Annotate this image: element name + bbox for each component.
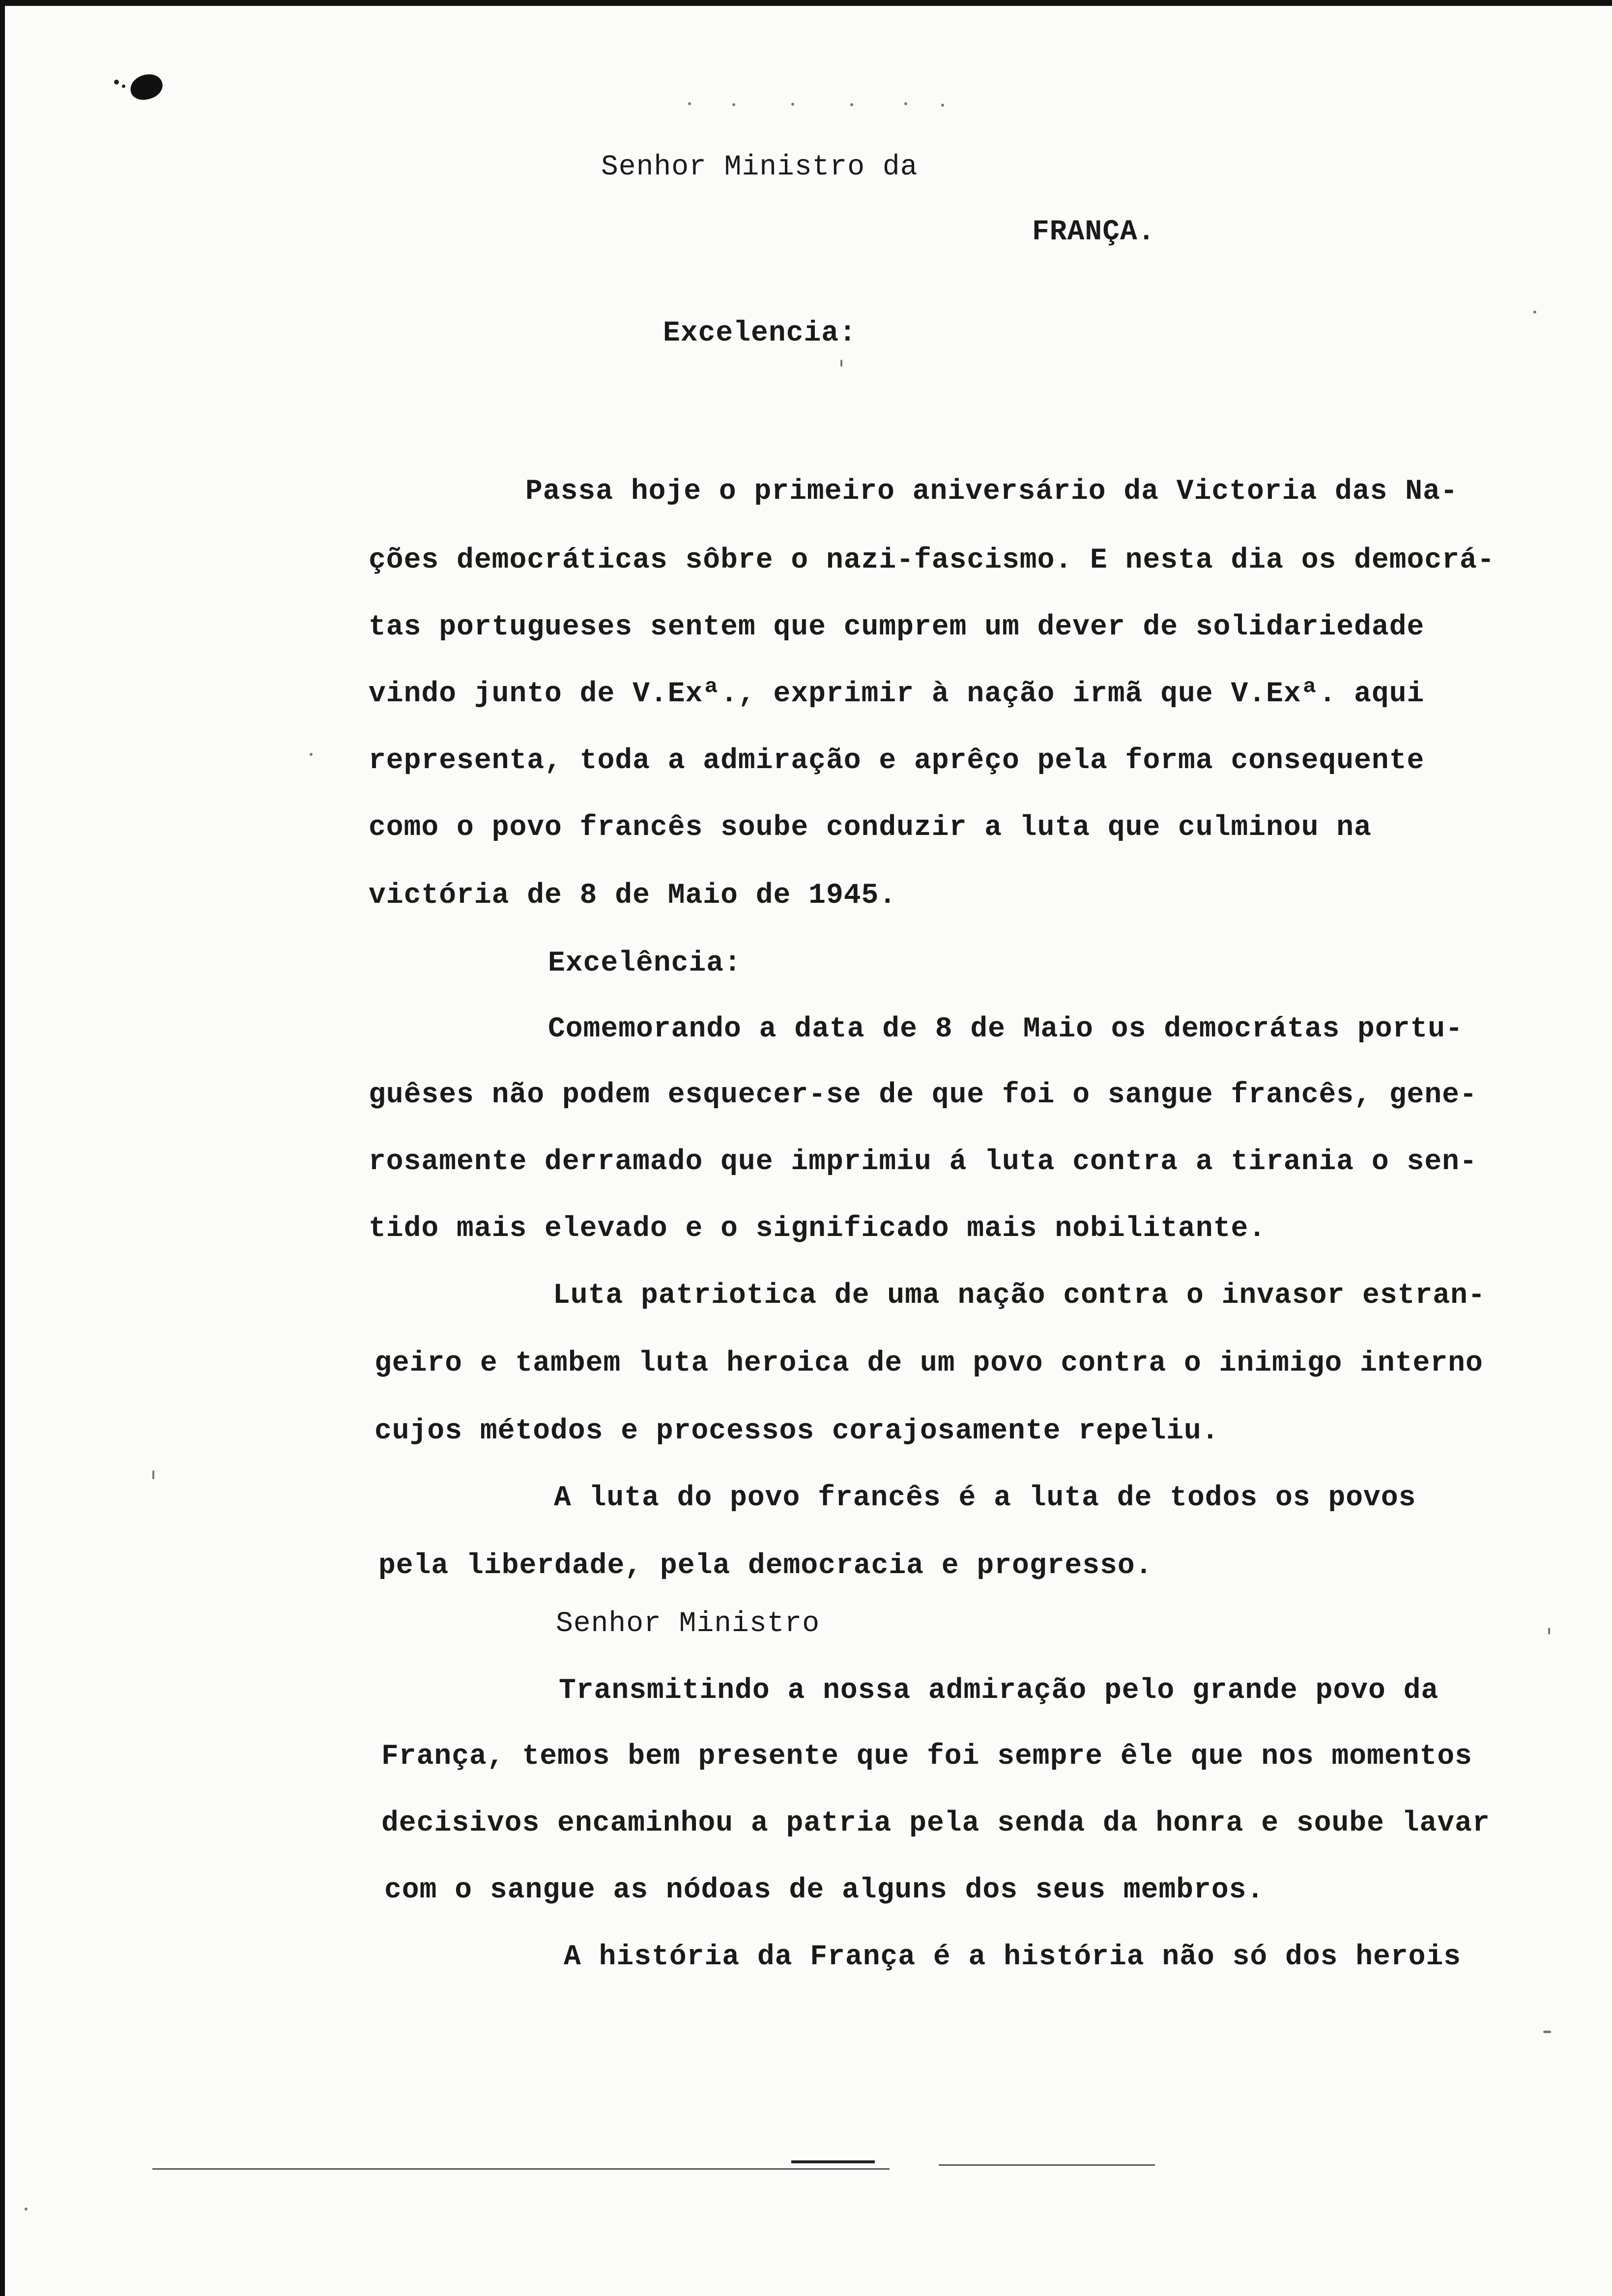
body-line: decisivos encaminhou a patria pela senda da honra e soube lavar xyxy=(381,1808,1490,1839)
body-line: geiro e tambem luta heroica de um povo contra o inimigo interno xyxy=(374,1348,1483,1379)
paper-speck xyxy=(310,753,313,756)
body-line: Comemorando a data de 8 de Maio os democrátas portu- xyxy=(548,1013,1463,1045)
paper-speck xyxy=(152,1470,154,1479)
fold-line xyxy=(939,2164,1155,2166)
paper-speck xyxy=(941,104,944,107)
body-line: tas portugueses sentem que cumprem um dever de solidariedade xyxy=(369,611,1425,643)
body-line: Luta patriotica de uma nação contra o invasor estran- xyxy=(553,1280,1486,1312)
paper-speck xyxy=(904,102,907,105)
paper-speck xyxy=(688,102,691,105)
body-line: representa, toda a admiração e aprêço pela forma consequente xyxy=(369,745,1425,777)
body-line: rosamente derramado que imprimiu á luta contra a tirania o sen- xyxy=(369,1146,1477,1178)
body-line: cujos métodos e processos corajosamente repeliu. xyxy=(374,1415,1219,1447)
body-line: Passa hoje o primeiro aniversário da Victoria das Na- xyxy=(525,476,1458,508)
address-line-1: Senhor Ministro da xyxy=(601,151,918,183)
paper-speck xyxy=(732,103,735,106)
ink-blot xyxy=(128,72,165,103)
body-line: Excelência: xyxy=(548,947,742,979)
body-line: França, temos bem presente que foi sempre êle que nos momentos xyxy=(381,1741,1472,1773)
body-line: guêses não podem esquecer-se de que foi o sangue francês, gene- xyxy=(369,1079,1477,1111)
fold-line xyxy=(152,2168,890,2170)
body-line: com o sangue as nódoas de alguns dos seus membros. xyxy=(384,1874,1265,1906)
body-line: A luta do povo francês é a luta de todos os povos xyxy=(554,1482,1416,1514)
paper-speck xyxy=(1548,1628,1550,1635)
ink-speck xyxy=(114,80,119,85)
paper-speck xyxy=(25,2208,28,2210)
paper-speck xyxy=(1543,2031,1551,2033)
body-line: ções democráticas sôbre o nazi-fascismo. E nesta dia os democrá- xyxy=(369,545,1495,576)
paper-speck xyxy=(840,360,842,367)
paper-speck xyxy=(850,103,853,106)
fold-mark xyxy=(791,2160,875,2163)
body-line: Senhor Ministro xyxy=(556,1608,820,1640)
ink-speck xyxy=(122,85,125,88)
body-line: tido mais elevado e o significado mais nobilitante. xyxy=(369,1213,1267,1245)
body-line: como o povo francês soube conduzir a luta que culminou na xyxy=(369,812,1372,844)
body-line: vindo junto de V.Exª., exprimir à nação irmã que V.Exª. aqui xyxy=(369,678,1425,710)
salutation: Excelencia: xyxy=(663,317,857,349)
body-line: pela liberdade, pela democracia e progresso. xyxy=(378,1550,1153,1582)
body-line: A história da França é a história não só dos herois xyxy=(564,1941,1462,1973)
body-line: victória de 8 de Maio de 1945. xyxy=(369,880,897,912)
body-line: Transmitindo a nossa admiração pelo grande povo da xyxy=(559,1675,1439,1707)
paper-speck xyxy=(1533,311,1536,314)
address-line-2: FRANÇA. xyxy=(1032,216,1155,248)
paper-speck xyxy=(791,103,794,106)
